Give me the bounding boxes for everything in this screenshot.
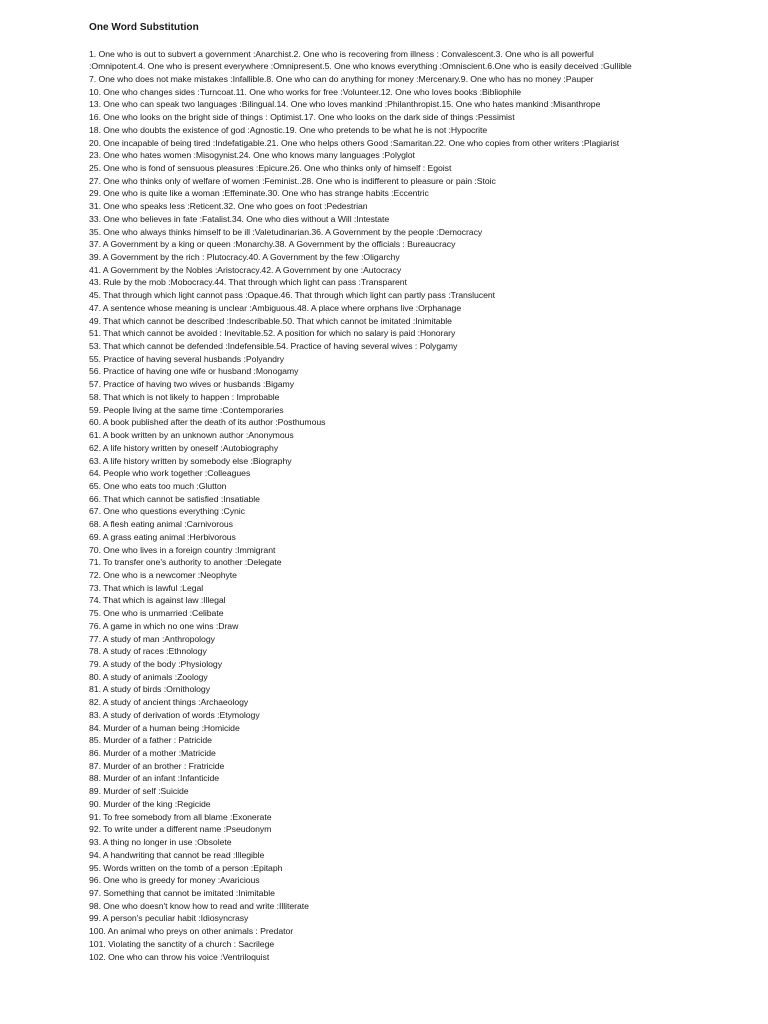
list-item: 63. A life history written by somebody else :Biography [89, 455, 292, 466]
list-item: 102. One who can throw his voice :Ventriloquist [89, 951, 270, 962]
list-item: 59. People living at the same time :Contemporaries [89, 404, 284, 415]
list-item: 64. People who work together :Colleagues [89, 468, 251, 479]
list-item: 98. One who doesn't know how to read and write :Illiterate [89, 900, 309, 911]
list-item: 60. A book published after the death of its author :Posthumous [89, 417, 326, 428]
list-item: 51. That which cannot be avoided : Inevitable.52. A position for which no salary is paid :Honorary [89, 328, 456, 339]
list-item: 68. A flesh eating animal :Carnivorous [89, 519, 233, 530]
list-item: 56. Practice of having one wife or husband :Monogamy [89, 366, 299, 377]
list-item: 87. Murder of an brother : Fratricide [89, 760, 225, 771]
list-item: 39. A Government by the rich : Plutocracy.40. A Government by the few :Oligarchy [89, 252, 400, 262]
list-item: 89. Murder of self :Suicide [89, 786, 189, 797]
list-item: 45. That through which light cannot pass :Opaque.46. That through which light can partly pass :Translucent [89, 290, 495, 301]
list-item: 83. A study of derivation of words :Etymology [89, 709, 260, 720]
list-item: 7. One who does not make mistakes :Infallible.8. One who can do anything for money :Mercenary.9. One who has no money :Pauper [89, 73, 594, 84]
list-item: 49. That which cannot be described :Indescribable.50. That which cannot be imitated :Inimitable [89, 315, 452, 326]
list-item: 31. One who speaks less :Reticent.32. One who goes on foot :Pedestrian [89, 201, 368, 212]
list-item: 65. One who eats too much :Glutton [89, 480, 227, 491]
list-item: 100. An animal who preys on other animals : Predator [89, 926, 294, 937]
list-item: 71. To transfer one's authority to another :Delegate [89, 557, 282, 568]
list-item: 91. To free somebody from all blame :Exonerate [89, 811, 272, 822]
list-item: 72. One who is a newcomer :Neophyte [89, 569, 237, 580]
list-item: 78. A study of races :Ethnology [89, 646, 207, 657]
list-item: 82. A study of ancient things :Archaeology [89, 697, 249, 708]
list-item: 33. One who believes in fate :Fatalist.34. One who dies without a Will :Intestate [89, 213, 390, 224]
list-item: 18. One who doubts the existence of god :Agnostic.19. One who pretends to be what he is not :Hypocrite [89, 124, 488, 135]
document-title: One Word Substitution [89, 22, 199, 33]
list-item: 75. One who is unmarried :Celibate [89, 608, 224, 619]
list-item: 69. A grass eating animal :Herbivorous [89, 531, 236, 542]
list-item: 62. A life history written by oneself :Autobiography [89, 442, 279, 453]
list-item: 16. One who looks on the bright side of things : Optimist.17. One who looks on the dark side of things :Pessimist [89, 112, 515, 123]
list-item: 53. That which cannot be defended :Indefensible.54. Practice of having several wives : Polygamy [89, 341, 458, 352]
list-item: 85. Murder of a father : Patricide [89, 735, 212, 746]
list-item: 35. One who always thinks himself to be ill :Valetudinarian.36. A Government by the people :Democracy [89, 226, 483, 237]
word-list [89, 48, 689, 964]
list-item: 101. Violating the sanctity of a church : Sacrilege [89, 938, 275, 949]
list-item: 88. Murder of an infant :Infanticide [89, 773, 220, 784]
list-item: 13. One who can speak two languages :Bilingual.14. One who loves mankind :Philanthropist.15. One who hates mankind :Misanthrope [89, 99, 601, 110]
list-item: 10. One who changes sides :Turncoat.11. One who works for free :Volunteer.12. One who loves books :Bibliophile [89, 86, 522, 97]
list-item: 90. Murder of the king :Regicide [89, 798, 211, 809]
list-item: 20. One incapable of being tired :Indefatigable.21. One who helps others Good :Samaritan.22. One who copies from other writers :Plagiarist [89, 137, 620, 148]
list-item: 61. A book written by an unknown author :Anonymous [89, 430, 294, 441]
list-item: 23. One who hates women :Misogynist.24. One who knows many languages :Polyglot [89, 150, 415, 161]
list-item: 84. Murder of a human being :Homicide [89, 722, 240, 733]
list-item: 92. To write under a different name :Pseudonym [89, 824, 272, 835]
list-item: 25. One who is fond of sensuous pleasures :Epicure.26. One who thinks only of himself : Egoist [89, 162, 452, 173]
list-item: 96. One who is greedy for money :Avaricious [89, 875, 260, 886]
list-item: 77. A study of man :Anthropology [89, 633, 215, 644]
list-item: 37. A Government by a king or queen :Monarchy.38. A Government by the officials : Bureaucracy [89, 239, 456, 250]
list-item: 94. A handwriting that cannot be read :Illegible [89, 849, 265, 860]
list-item: 55. Practice of having several husbands :Polyandry [89, 353, 285, 364]
list-item: 43. Rule by the mob :Mobocracy.44. That through which light can pass :Transparent [89, 277, 407, 288]
list-item: 79. A study of the body :Physiology [89, 659, 222, 669]
list-item: 1. One who is out to subvert a government :Anarchist.2. One who is recovering from illness : Convalescent.3. One who is all powerful [89, 48, 594, 59]
list-item: 66. That which cannot be satisfied :Insatiable [89, 493, 260, 504]
list-item: 47. A sentence whose meaning is unclear :Ambiguous.48. A place where orphans live :Orphanage [89, 302, 462, 313]
list-item: 27. One who thinks only of welfare of women :Feminist..28. One who is indifferent to pleasure or pain :Stoic [89, 175, 496, 186]
list-item: 80. A study of animals :Zoology [89, 671, 208, 682]
list-item: :Omnipotent.4. One who is present everywhere :Omnipresent.5. One who knows everything :Omniscient.6.One who is easily deceived :Gullible [89, 61, 632, 72]
list-item: 95. Words written on the tomb of a person :Epitaph [89, 862, 283, 873]
list-item: 67. One who questions everything :Cynic [89, 506, 245, 517]
list-item: 93. A thing no longer in use :Obsolete [89, 837, 232, 848]
list-item: 70. One who lives in a foreign country :Immigrant [89, 544, 276, 555]
list-item: 81. A study of birds :Ornithology [89, 684, 211, 695]
list-item: 76. A game in which no one wins :Draw [89, 620, 239, 631]
list-item: 58. That which is not likely to happen : Improbable [89, 391, 280, 402]
list-item: 41. A Government by the Nobles :Aristocracy.42. A Government by one :Autocracy [89, 264, 402, 275]
list-item: 86. Murder of a mother :Matricide [89, 748, 216, 759]
list-item: 73. That which is lawful :Legal [89, 582, 204, 593]
list-item: 99. A person's peculiar habit :Idiosyncrasy [89, 913, 249, 924]
list-item: 57. Practice of having two wives or husbands :Bigamy [89, 379, 295, 390]
list-item: 97. Something that cannot be imitated :Inimitable [89, 887, 275, 898]
list-item: 29. One who is quite like a woman :Effeminate.30. One who has strange habits :Eccentric [89, 188, 429, 199]
list-item: 74. That which is against law :Illegal [89, 595, 226, 606]
